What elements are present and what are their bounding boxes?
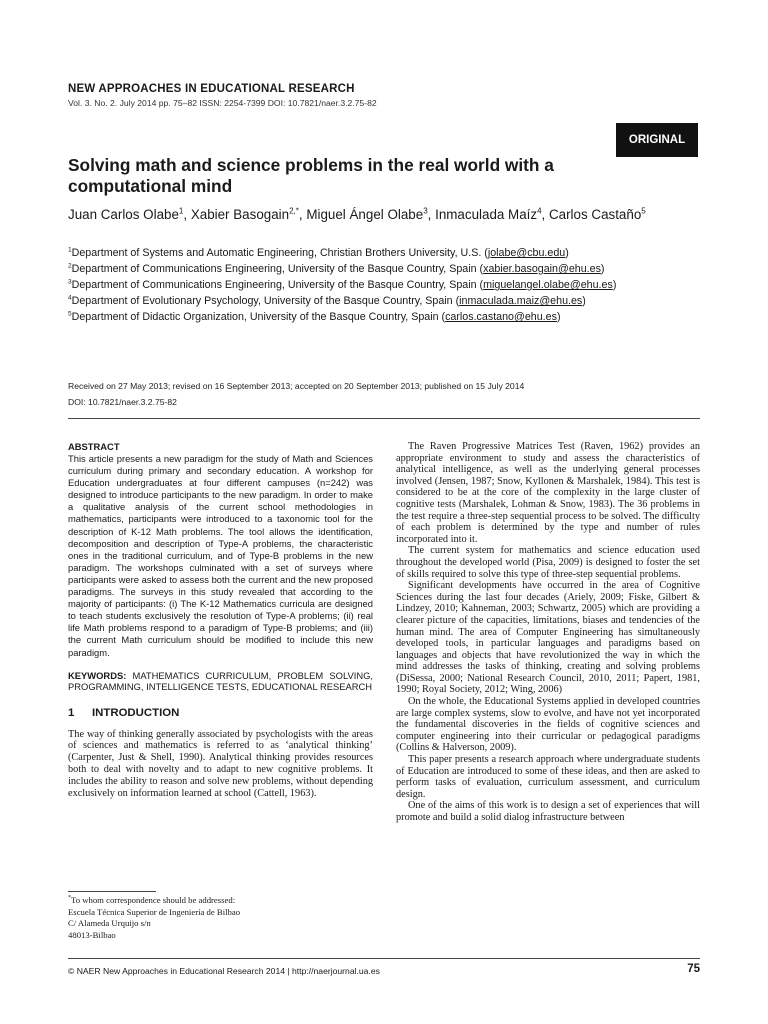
- doi: DOI: 10.7821/naer.3.2.75-82: [68, 397, 177, 407]
- volume-line: Vol. 3. No. 2. July 2014 pp. 75–82 ISSN: 2254-7399 DOI: 10.7821/naer.3.2.75-82: [68, 98, 377, 108]
- abstract-text: This article presents a new paradigm for the study of Math and Sciences curriculum during primary and secondary education. A workshop for Education undergraduates at four different campuses (n=242) was designed to introduce participants to the new paradigm. In order to make a qualitative analysis of the current school methodologies in mathematics, participants were introduced to a taxonomic tool for the description of K-12 Math problems. The tool allows the identification, decomposition and description of Type-A problems, the characteristic ones in the traditional curriculum, and of Type-B problems in the new paradigm. The workshops culminated with a set of surveys where participants were asked to assess both the current and the new proposed paradigms. The surveys in this study revealed that according to the majority of participants: (i) The K-12 Mathematics curricula are designed to teach students exclusively the resolution of Type-A problems; (ii) real life Math problems respond to a paradigm of Type-B problems; and (iii) the current Math curriculum should be modified to include this new paradigm.: [68, 453, 373, 658]
- email-link[interactable]: jolabe@cbu.edu: [487, 247, 566, 259]
- publication-dates: Received on 27 May 2013; revised on 16 September 2013; accepted on 20 September 2013; published on 15 July 2014: [68, 381, 525, 391]
- section-title: INTRODUCTION: [92, 706, 180, 719]
- left-column: [68, 441, 373, 799]
- author: Juan Carlos Olabe$^1$,: [68, 206, 191, 222]
- body-paragraph: Significant developments have occurred in the area of Cognitive Sciences during the last four decades (Ariely, 2009; Fiske, Gilbert & Lindzey, 2010; Kahneman, 2003; Schwartz, 2005) which are providing a clearer picture of the capacities, limitations, biases and tendencies of the human mind. The area of Computer Engineering has simultaneously developed tools, in particular languages and paradigms based on languages and objects that have revolutionized the way in which the mind addresses the tasks of thinking, creating and solving problems (DiSessa, 2000; National Research Council, 2010, 2011; Papert, 1981, 1990; Royal Society, 2012; Wing, 2006): [396, 580, 700, 696]
- section-heading: [68, 707, 373, 719]
- body-paragraph: On the whole, the Educational Systems applied in developed countries are large complex systems, slow to evolve, and have not yet incorporated the fundamental discoveries in the fields of cognitive sciences and computer engineering into their curricular or pedagogical paradigms (Collins & Halverson, 2009).: [396, 696, 700, 754]
- author-list: [68, 206, 688, 224]
- author: Inmaculada Maíz$^4$,: [435, 206, 549, 222]
- footnote-divider: [68, 891, 156, 892]
- affiliation: $^1$Department of Systems and Automatic Engineering, Christian Brothers University, U.S. (jolabe@cbu.edu): [68, 246, 569, 259]
- author: Miguel Ángel Olabe$^3$,: [306, 206, 436, 222]
- right-column: [396, 441, 700, 824]
- author: Xabier Basogain$^{2,*}$,: [190, 206, 307, 222]
- intro-paragraph: The way of thinking generally associated by psychologists with the areas of sciences and mathematics is referred to as ‘analytical thinking’ (Carpenter, Just & Shell, 1990). Analytical thinking provides resources both to deal with novelty and to adapt to new cognitive problems. It includes the ability to reason and solve new problems, without depending exclusively on information learned at school (Cattell, 1963).: [68, 728, 373, 799]
- header-divider: [68, 418, 700, 419]
- affiliation-list: [68, 246, 693, 326]
- article-type-badge: ORIGINAL: [616, 123, 698, 157]
- abstract-heading: ABSTRACT: [68, 441, 120, 452]
- journal-name: NEW APPROACHES IN EDUCATIONAL RESEARCH: [68, 83, 355, 95]
- page-number: 75: [687, 963, 700, 975]
- author: Carlos Castaño$^5$: [548, 206, 646, 222]
- email-link[interactable]: carlos.castano@ehu.es: [445, 311, 557, 323]
- paper-title: Solving math and science problems in the real world with a computational mind: [68, 155, 554, 196]
- email-link[interactable]: miguelangel.olabe@ehu.es: [483, 279, 613, 291]
- body-paragraph: The current system for mathematics and science education used throughout the developed world (Pisa, 2009) is designed to foster the set of skills required to solve this type of three-step sequential problems.: [396, 545, 700, 580]
- email-link[interactable]: xabier.basogain@ehu.es: [483, 263, 601, 275]
- email-link[interactable]: inmaculada.maiz@ehu.es: [459, 295, 583, 307]
- affiliation: $^5$Department of Didactic Organization, University of the Basque Country, Spain (carlos.castano@ehu.es): [68, 310, 561, 323]
- keywords: [68, 670, 373, 693]
- footer-text: © NAER New Approaches in Educational Research 2014 | http://naerjournal.ua.es: [68, 966, 380, 976]
- keywords-text: MATHEMATICS CURRICULUM, PROBLEM SOLVING, PROGRAMMING, INTELLIGENCE TESTS, EDUCATIONAL RESEARCH: [68, 669, 373, 693]
- body-paragraph: This paper presents a research approach where undergraduate students of Education are introduced to some of these ideas, and then are asked to perform tasks of evaluation, curriculum assessment, and curriculum design.: [396, 754, 700, 800]
- body-paragraph: The Raven Progressive Matrices Test (Raven, 1962) provides an appropriate environment to study and assess the characteristics of analytical intelligence, as well as the underlying general processes involved (Jensen, 1987; Snow, Kyllonen & Marshalek, 1984). This test is considered to be at the core of the complexity in the large cluster of cognitive tests (Marshalek, Lohman & Snow, 1983). The 36 problems in the test require a three-step sequential process to be solved. The difficulty of each problem is determined by the type and number of rules incorporated into it.: [396, 441, 700, 545]
- affiliation: $^4$Department of Evolutionary Psychology, University of the Basque Country, Spain (inmaculada.maiz@ehu.es): [68, 294, 586, 307]
- footnote: *To whom correspondence should be addressed: Escuela Técnica Superior de Ingeniería de Bilbao C/ Alameda Urquijo s/n 48013-Bilbao: [68, 895, 241, 940]
- affiliation: $^3$Department of Communications Engineering, University of the Basque Country, Spain (miguelangel.olabe@ehu.es): [68, 278, 617, 291]
- section-number: 1: [68, 706, 75, 719]
- keywords-label: KEYWORDS:: [68, 669, 127, 681]
- affiliation: $^2$Department of Communications Engineering, University of the Basque Country, Spain (xabier.basogain@ehu.es): [68, 262, 605, 275]
- body-paragraph: One of the aims of this work is to design a set of experiences that will promote and build a solid dialog infrastructure between: [396, 800, 700, 823]
- footer-divider: [68, 958, 700, 959]
